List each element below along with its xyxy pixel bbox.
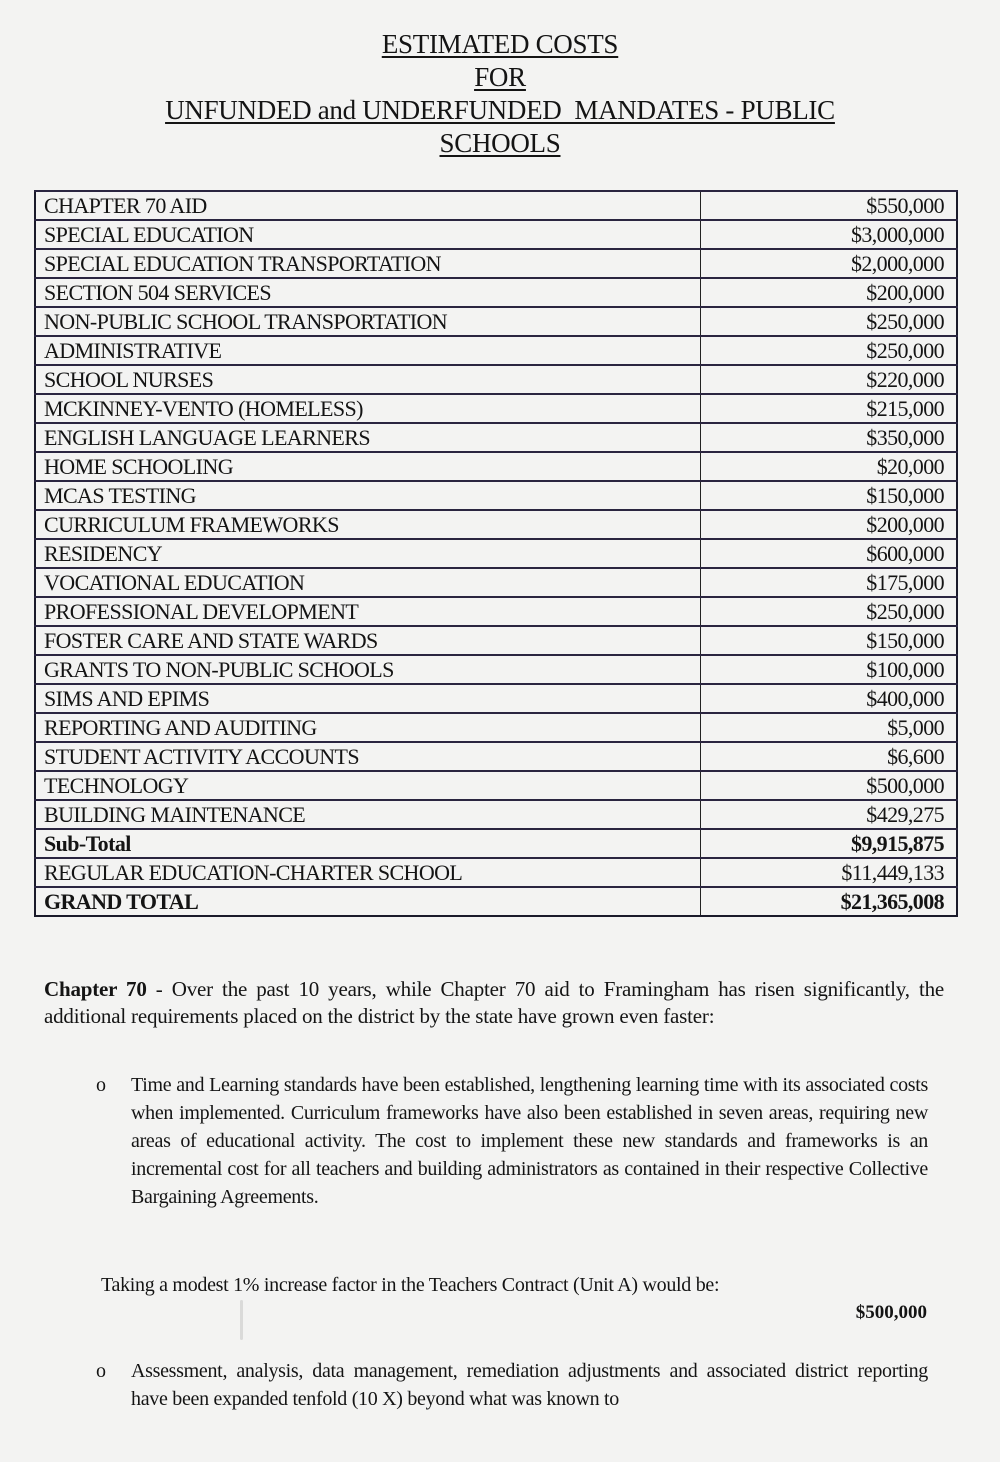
table-row	[35, 771, 957, 800]
row-amount: $150,000	[701, 481, 958, 510]
row-item: PROFESSIONAL DEVELOPMENT	[35, 597, 701, 626]
row-amount: $220,000	[701, 365, 958, 394]
chapter70-label: Chapter 70	[44, 977, 147, 1001]
subtotal-amount: $9,915,875	[701, 829, 958, 858]
row-amount: $2,000,000	[701, 249, 958, 278]
table-row	[35, 394, 957, 423]
chapter70-paragraph	[44, 976, 944, 1030]
table-row	[35, 626, 957, 655]
charter-school-label: REGULAR EDUCATION-CHARTER SCHOOL	[35, 858, 701, 887]
row-amount: $3,000,000	[701, 220, 958, 249]
row-item: MCAS TESTING	[35, 481, 701, 510]
table-row	[35, 481, 957, 510]
row-item: FOSTER CARE AND STATE WARDS	[35, 626, 701, 655]
row-item: ENGLISH LANGUAGE LEARNERS	[35, 423, 701, 452]
row-item: STUDENT ACTIVITY ACCOUNTS	[35, 742, 701, 771]
row-amount: $150,000	[701, 626, 958, 655]
grand-total-row	[35, 887, 957, 916]
row-amount: $5,000	[701, 713, 958, 742]
table-row	[35, 336, 957, 365]
row-item: SCHOOL NURSES	[35, 365, 701, 394]
title-line-3: UNFUNDED and UNDERFUNDED MANDATES - PUBLIC	[165, 95, 835, 125]
table-row	[35, 742, 957, 771]
row-amount: $100,000	[701, 655, 958, 684]
row-item: BUILDING MAINTENANCE	[35, 800, 701, 829]
title-line-2: FOR	[474, 62, 526, 92]
row-amount: $550,000	[701, 191, 958, 220]
table-row	[35, 278, 957, 307]
row-item: CURRICULUM FRAMEWORKS	[35, 510, 701, 539]
row-item: GRANTS TO NON-PUBLIC SCHOOLS	[35, 655, 701, 684]
bullet-icon: o	[96, 1360, 106, 1382]
row-item: NON-PUBLIC SCHOOL TRANSPORTATION	[35, 307, 701, 336]
row-item: SECTION 504 SERVICES	[35, 278, 701, 307]
bullet-paragraph-2: Assessment, analysis, data management, remediation adjustments and associated district reporting have been expanded tenfold (10 X) beyond what was known to	[131, 1360, 928, 1410]
bullet-icon: o	[96, 1074, 106, 1096]
row-amount: $200,000	[701, 510, 958, 539]
bullet-paragraph-1: Time and Learning standards have been established, lengthening learning time with its associated costs when implemented. Curriculum frameworks have also been established in seven areas, requiring new areas of educational activity. The cost to implement these new standards and frameworks is an incremental cost for all teachers and building administrators as contained in their respective Collective Bargaining Agreements.	[131, 1074, 928, 1208]
row-item: MCKINNEY-VENTO (HOMELESS)	[35, 394, 701, 423]
table-row	[35, 597, 957, 626]
table-row	[35, 800, 957, 829]
row-item: REPORTING AND AUDITING	[35, 713, 701, 742]
row-item: VOCATIONAL EDUCATION	[35, 568, 701, 597]
table-row	[35, 510, 957, 539]
row-amount: $200,000	[701, 278, 958, 307]
row-amount: $250,000	[701, 597, 958, 626]
chapter70-text: - Over the past 10 years, while Chapter 70 aid to Framingham has risen significantly, the additional requirements placed on the district by the state have grown even faster:	[44, 977, 945, 1028]
table-row	[35, 684, 957, 713]
table-row	[35, 452, 957, 481]
title-line-4: SCHOOLS	[439, 128, 561, 158]
table-row	[35, 365, 957, 394]
row-item: CHAPTER 70 AID	[35, 191, 701, 220]
row-item: SIMS AND EPIMS	[35, 684, 701, 713]
table-row	[35, 568, 957, 597]
row-amount: $250,000	[701, 307, 958, 336]
subtotal-row	[35, 829, 957, 858]
row-item: RESIDENCY	[35, 539, 701, 568]
grand-total-amount: $21,365,008	[701, 887, 958, 916]
table-row	[35, 423, 957, 452]
table-row	[35, 713, 957, 742]
table-row	[35, 539, 957, 568]
row-item: ADMINISTRATIVE	[35, 336, 701, 365]
row-item: SPECIAL EDUCATION	[35, 220, 701, 249]
table-row	[35, 220, 957, 249]
charter-school-row	[35, 858, 957, 887]
teachers-contract-note: Taking a modest 1% increase factor in the Teachers Contract (Unit A) would be:	[101, 1274, 720, 1296]
row-amount: $6,600	[701, 742, 958, 771]
title-line-1: ESTIMATED COSTS	[381, 29, 619, 59]
row-amount: $600,000	[701, 539, 958, 568]
subtotal-label: Sub-Total	[35, 829, 701, 858]
table-row	[35, 307, 957, 336]
table-row	[35, 249, 957, 278]
cost-table	[34, 190, 958, 917]
row-amount: $429,275	[701, 800, 958, 829]
row-item: SPECIAL EDUCATION TRANSPORTATION	[35, 249, 701, 278]
page-title	[0, 28, 1000, 160]
charter-school-amount: $11,449,133	[701, 858, 958, 887]
grand-total-label: GRAND TOTAL	[35, 887, 701, 916]
row-amount: $175,000	[701, 568, 958, 597]
row-amount: $215,000	[701, 394, 958, 423]
row-amount: $500,000	[701, 771, 958, 800]
row-amount: $400,000	[701, 684, 958, 713]
row-item: TECHNOLOGY	[35, 771, 701, 800]
row-amount: $350,000	[701, 423, 958, 452]
row-amount: $250,000	[701, 336, 958, 365]
pen-mark	[240, 1300, 243, 1340]
teachers-contract-amount: $500,000	[855, 1302, 927, 1323]
table-row	[35, 655, 957, 684]
table-row	[35, 191, 957, 220]
row-amount: $20,000	[701, 452, 958, 481]
row-item: HOME SCHOOLING	[35, 452, 701, 481]
